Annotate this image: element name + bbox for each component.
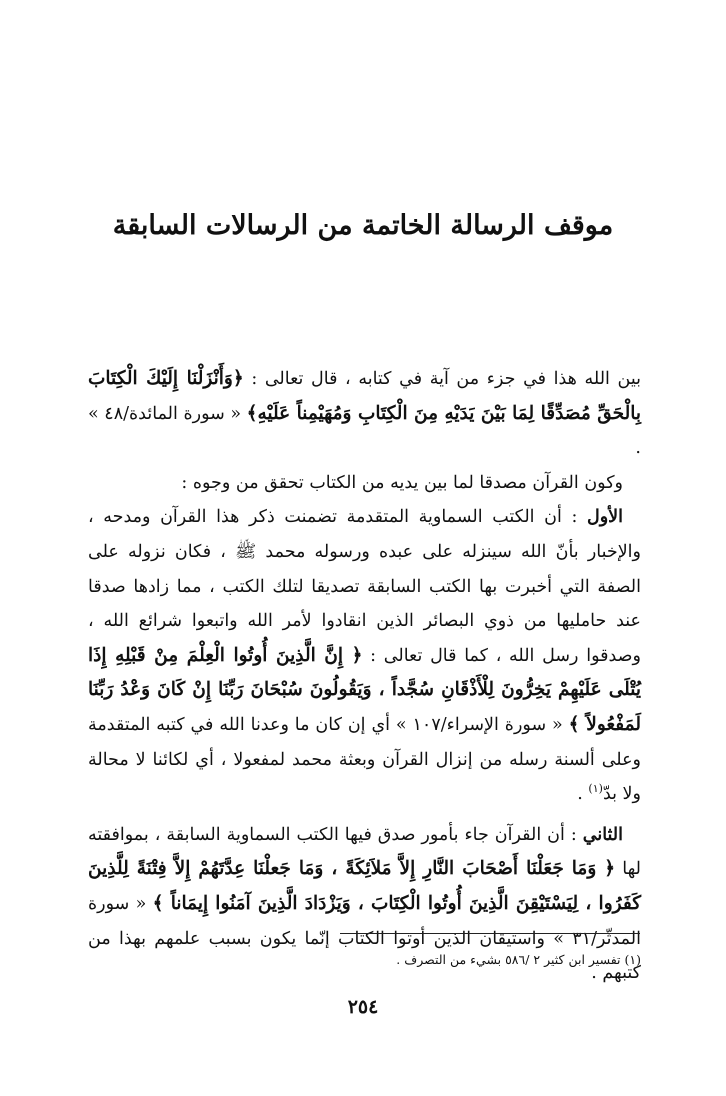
- paragraph-text: « سورة الإسراء/١٠٧ » أي إن كان ما وعدنا الله في كتبه المتقدمة وعلى ألسنة رسله من إنزال القرآن وبعثة محمد لمفعولا ، أي لكائنا لا محالة ولا بدّ: [88, 714, 641, 805]
- paragraph-text: « سورة المائدة/٤٨ » .: [88, 403, 641, 459]
- paragraph-text: : أن الكتب السماوية المتقدمة تضمنت ذكر هذا القرآن ومدحه ، والإخبار بأنّ الله سينزله على عبده ورسوله محمد ﷺ ، فكان نزوله على الصفة التي أخبرت بها الكتب السابقة تصديقا لتلك الكتب ، مما زادها صدقا عند حامليها من ذوي البصائر الذين انقادوا لأمر الله واتبعوا شرائع الله ، وصدقوا رسل الله ، كما قال تعالى :: [88, 507, 641, 666]
- paragraph: [88, 500, 641, 811]
- paragraph-text: « سورة المدثّر/٣١ » واستيقان الذين أوتوا الكتاب إنّما يكون بسبب علمهم بهذا من كتبهم .: [88, 893, 641, 984]
- paragraph-text: .: [577, 784, 589, 805]
- body-text: [88, 362, 641, 991]
- paragraph-lead: الأول: [586, 507, 623, 528]
- quran-quote: ﴿ وَمَا جَعَلْنَا أَصْحَابَ النَّارِ إِلاَّ مَلاَئِكَةً ، وَمَا جَعلْنَا عِدَّتَهُمْ إِلاَّ فِتْنَةً لِلَّذِينَ كَفَرُوا ، لِيَسْتَيْقِنَ الَّذِينَ أُوتُوا الْكِتَابَ ، وَيَزْدَادَ الَّذِينَ آمَنُوا إِيمَاناً ﴾: [88, 858, 641, 914]
- paragraph-lead: الثاني: [582, 824, 623, 845]
- paragraph: [88, 362, 641, 466]
- footnote: (١) تفسير ابن كثير ٢ /٥٨٦ بشيء من التصرف .: [396, 952, 641, 967]
- page-title: موقف الرسالة الخاتمة من الرسالات السابقة: [112, 210, 614, 241]
- paragraph-text: وكون القرآن مصدقا لما بين يديه من الكتاب تحقق من وجوه :: [181, 472, 623, 493]
- page-number: ٢٥٤: [347, 996, 379, 1018]
- paragraph-text: : أن القرآن جاء بأمور صدق فيها الكتب السماوية السابقة ، بموافقته لها: [88, 824, 641, 880]
- quran-quote: ﴿ إِنَّ الَّذِينَ أُوتُوا الْعِلْمَ مِنْ قَبْلِهِ إِذَا يُتْلَى عَلَيْهِمْ يَخِرُّونَ لِلْأَذْقَانِ سُجَّداً ، وَيَقُولُونَ سُبْحَانَ رَبِّنَا إِنْ كَانَ وَعْدُ رَبِّنَا لَمَفْعُولاً ﴾: [88, 644, 641, 735]
- paragraph: [88, 466, 641, 501]
- footnote-divider: [340, 933, 640, 934]
- paragraph-text: بين الله هذا في جزء من آية في كتابه ، قال تعالى :: [243, 369, 641, 389]
- quran-quote: ﴿وَأَنْزَلْنَا إِلَيْكَ الْكِتَابَ بِالْحَقِّ مُصَدِّقًا لِمَا بَيْنَ يَدَيْهِ مِنَ الْكِتَابِ وَمُهَيْمِناً عَلَيْهِ﴾: [88, 368, 641, 424]
- footnote-marker: (١): [588, 782, 603, 796]
